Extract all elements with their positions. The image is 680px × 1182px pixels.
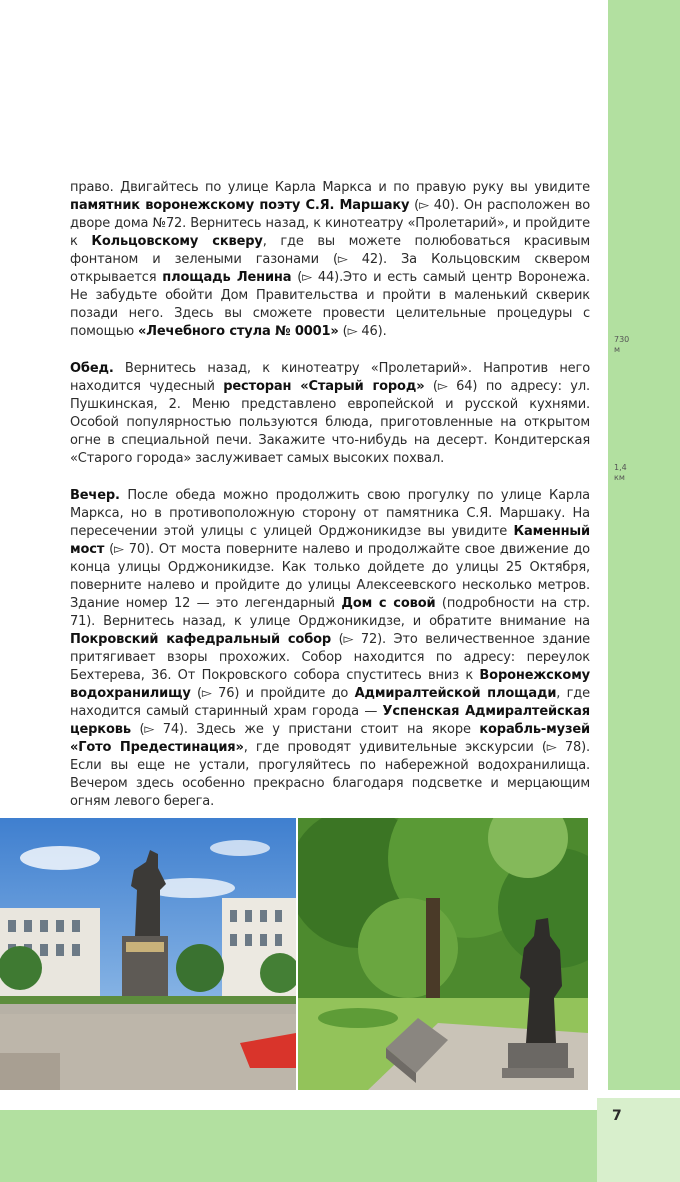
ref-40[interactable]: (▻ 40) (409, 198, 455, 213)
paragraph-route: право. Двигайтесь по улице Карла Маркса и по правую руку вы увидите памятник воронежскому поэту С.Я. Маршаку (▻ 40). Он расположен во дворе дома №72. Вернитесь назад, к кинотеатру «Пролетарий», и пройдите к Кольцовскому скверу, где вы можете полюбоваться красивым фонтаном и зелеными газонами (▻ 42). За Кольцовским сквером открывается площадь Ленина (▻ 44).Это и есть самый центр Воронежа. Не забудьте обойти Дом Правительства и пройти в маленький скверик позади него. Здесь вы сможете провести целительные процедуры с помощью «Лечебного стула № 0001» (▻ 46). (70, 180, 591, 339)
ref-64[interactable]: (▻ 64) (424, 379, 478, 394)
margin-note-distance-1: 730 м (614, 335, 630, 354)
bottom-green-bar (0, 1110, 608, 1182)
ref-74[interactable]: (▻ 74) (130, 722, 184, 737)
section-label-evening: Вечер. (70, 488, 120, 503)
link-lenin-square[interactable]: площадь Ленина (162, 270, 292, 285)
page-number-box (597, 1098, 680, 1182)
side-margin-strip (608, 0, 680, 1090)
link-marshak-monument[interactable]: памятник воронежскому поэту С.Я. Маршаку (70, 198, 410, 213)
paragraph-evening: Вечер. После обеда можно продолжить свою прогулку по улице Карла Маркса, но в противоположную сторону от памятника С.Я. Маршаку. На пересечении этой улицы с улицей Орджоникидзе вы увидите Каменный мост (▻ 70). От моста поверните налево и продолжайте свое движение до конца улицы Орджоникидзе. Как только дойдете до улицы 25 Октября, поверните налево и пройдите до улицы Алексеевского несколько метров. Здание номер 12 — это легендарный Дом с совой (подробности на стр. 71). Вернитесь назад, к улице Орджоникидзе, и обратите внимание на Покровский кафедральный собор (▻ 72). Это величественное здание притягивает взоры прохожих. Собор находится по адресу: переулок Бехтерева, 36. От Покровского собора спуститесь вниз к Воронежскому водохранилищу (▻ 76) и пройдите до Адмиралтейской площади, где находится самый старинный храм города — Успенская Адмиралтейская церковь (▻ 74). Здесь же у пристани стоит на якоре корабль-музей «Гото Предестинация», где проводят удивительные экскурсии (▻ 78). Если вы еще не устали, прогуляйтесь по набережной водохранилища. Вечером здесь особенно прекрасно благодаря подсветке и мерцающим огням левого берега. (70, 488, 591, 809)
link-old-town-restaurant[interactable]: ресторан «Старый город» (223, 379, 425, 394)
margin-note-distance-2: 1,4 км (614, 463, 627, 482)
ref-42[interactable]: (▻ 42) (332, 252, 383, 267)
link-voronezh-reservoir[interactable]: Воронежскому водохранилищу (70, 668, 590, 701)
page-number: 7 (612, 1108, 622, 1124)
link-goto-predestination-ship[interactable]: корабль-музей «Гото Предестинация» (70, 722, 591, 755)
photo-park-sculpture-illustration (298, 818, 588, 1090)
link-koltsov-square[interactable]: Кольцовскому скверу (91, 234, 263, 249)
photo-lenin-square-illustration (0, 818, 296, 1090)
section-label-lunch: Обед. (70, 361, 114, 376)
ref-72[interactable]: (▻ 72) (331, 632, 383, 647)
link-house-with-owl[interactable]: Дом с совой (341, 596, 436, 611)
link-assumption-church[interactable]: Успенская Адмиралтейская церковь (70, 704, 590, 737)
photo-park-sculpture (298, 818, 588, 1090)
link-pokrovsky-cathedral[interactable]: Покровский кафедральный собор (70, 632, 332, 647)
ref-76[interactable]: (▻ 76) (190, 686, 240, 701)
link-admiralty-square[interactable]: Адмиралтейской площади (354, 686, 557, 701)
ref-46[interactable]: (▻ 46) (338, 324, 383, 339)
ref-78[interactable]: (▻ 78) (541, 740, 587, 755)
link-healing-chair[interactable]: «Лечебного стула № 0001» (138, 324, 339, 339)
ref-70[interactable]: (▻ 70) (104, 542, 150, 557)
photo-lenin-square (0, 818, 296, 1090)
ref-44[interactable]: (▻ 44) (291, 270, 340, 285)
link-stone-bridge[interactable]: Каменный мост (70, 524, 590, 557)
paragraph-lunch: Обед. Вернитесь назад, к кинотеатру «Пролетарий». Напротив него находится чудесный ресторан «Старый город» (▻ 64) по адресу: ул. Пушкинская, 2. Меню представлено европейской и русской кухнями. Особой популярностью пользуются блюда, приготовленные на открытом огне в специальной печи. Закажите что-нибудь на десерт. Кондитерская «Старого города» заслуживает самых высоких похвал. (70, 361, 590, 466)
